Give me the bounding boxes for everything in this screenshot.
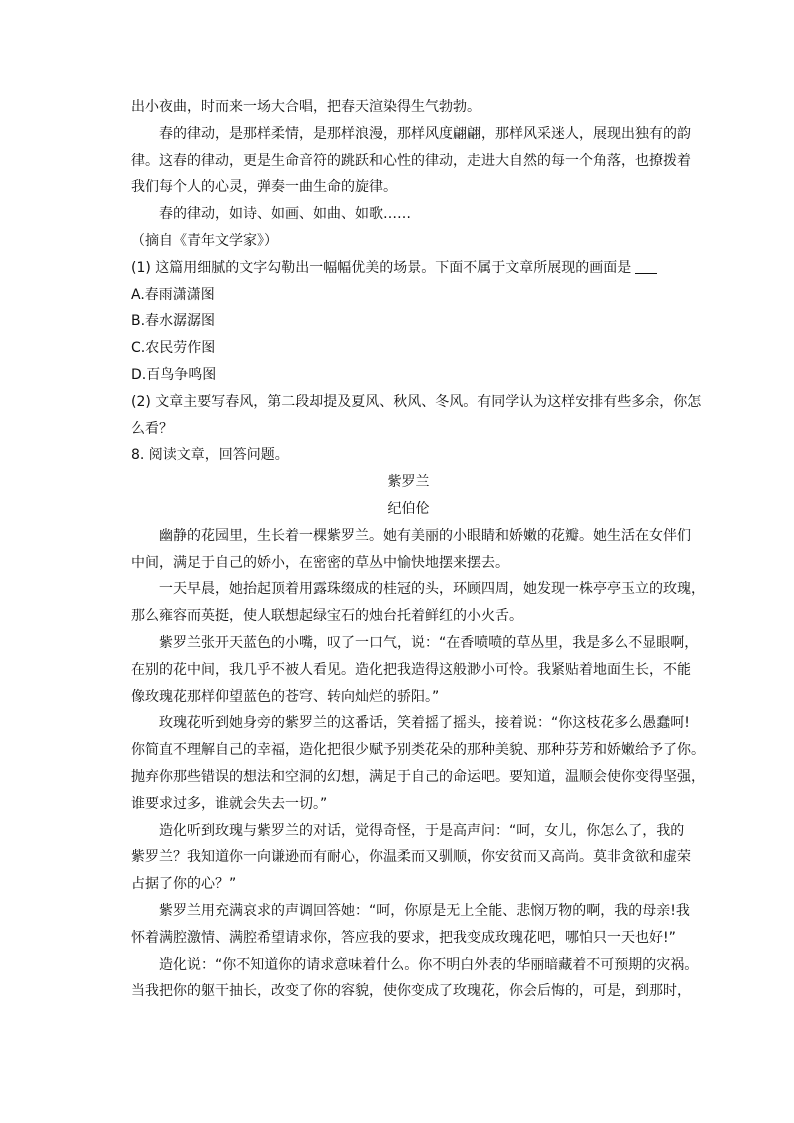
answer-option: D.百鸟争鸣图 — [131, 366, 217, 383]
article-author: 纪伯伦 — [387, 500, 430, 517]
text-line: 春的律动，是那样柔情，是那样浪漫，那样风度翩翩，那样风采迷人，展现出独有的韵 — [159, 125, 691, 142]
text-line: 当我把你的躯干抽长，改变了你的容貌，使你变成了玫瑰花，你会后悔的，可是，到那时， — [131, 983, 691, 1000]
question-text: (1) 这篇用细腻的文字勾勒出一幅幅优美的场景。下面不属于文章所展现的画面是 — [131, 255, 686, 282]
question-heading: 8. 阅读文章，回答问题。 — [131, 447, 289, 464]
answer-option: C.农民劳作图 — [131, 340, 216, 357]
text-line: 抛弃你那些错误的想法和空洞的幻想，满足于自己的命运吧。要知道，温顺会使你变得坚强， — [131, 768, 705, 785]
answer-option: A.春雨潇潇图 — [131, 286, 215, 303]
text-line: 造化说：“你不知道你的请求意味着什么。你不明白外表的华丽暗藏着不可预期的灾祸。 — [159, 956, 699, 973]
text-line: 幽静的花园里，生长着一棵紫罗兰。她有美丽的小眼睛和娇嫩的花瓣。她生活在女伴们 — [159, 527, 691, 544]
text-line: 你简直不理解自己的幸福，造化把很少赋予别类花朵的那种美貌、那种芬芳和娇嫩给予了你。 — [131, 742, 705, 759]
answer-option: B.春水潺潺图 — [131, 313, 216, 330]
text-line: 怀着满腔激情、满腔希望请求你，答应我的要求，把我变成玫瑰花吧，哪怕只一天也好!” — [131, 929, 676, 946]
text-line: 玫瑰花听到她身旁的紫罗兰的这番话，笑着摇了摇头，接着说：“你这枝花多么愚蠢呵! — [159, 715, 690, 732]
text-line: 春的律动，如诗、如画、如曲、如歌…… — [159, 206, 411, 223]
text-line: 谁要求过多，谁就会失去一切。” — [131, 795, 328, 812]
text-line: 紫罗兰用充满哀求的声调回答她：“呵，你原是无上全能、悲悯万物的啊，我的母亲!我 — [159, 902, 690, 919]
source-citation: （摘自《青年文学家》） — [131, 232, 278, 249]
text-line: 一天早晨，她抬起顶着用露珠缀成的桂冠的头，环顾四周，她发现一株亭亭玉立的玫瑰， — [159, 581, 705, 598]
answer-blank — [635, 259, 657, 274]
text-line: 中间，满足于自己的娇小，在密密的草丛中愉快地摆来摆去。 — [131, 554, 509, 571]
text-line: 在别的花中间，我几乎不被人看见。造化把我造得这般渺小可怜。我紧贴着地面生长，不能 — [131, 661, 691, 678]
text-line: 我们每个人的心灵，弹奏一曲生命的旋律。 — [131, 179, 397, 196]
text-line: 造化听到玫瑰与紫罗兰的对话，觉得奇怪，于是高声问：“呵，女儿，你怎么了，我的 — [159, 822, 685, 839]
text-line: 紫罗兰？我知道你一向谦逊而有耐心，你温柔而又驯顺，你安贫而又高尚。莫非贪欲和虚荣 — [131, 849, 691, 866]
text-line: 像玫瑰花那样仰望蓝色的苍穹、转向灿烂的骄阳。” — [131, 688, 440, 705]
question-text: (2) 文章主要写春风，第二段却提及夏风、秋风、冬风。有同学认为这样安排有些多余，你怎 — [131, 393, 702, 410]
text-line: 占据了你的心？” — [131, 876, 237, 893]
text-line: 紫罗兰张开天蓝色的小嘴，叹了一口气，说：“在香喷喷的草丛里，我是多么不显眼啊， — [159, 634, 699, 651]
document-page — [131, 94, 705, 1005]
article-title: 紫罗兰 — [387, 474, 430, 491]
question-text: 么看？ — [131, 420, 173, 437]
text-line: 那么雍容而英挺，使人联想起绿宝石的烛台托着鲜红的小火舌。 — [131, 608, 523, 625]
text-line: 律。这春的律动，更是生命音符的跳跃和心性的律动，走进大自然的每一个角落，也撩拨着 — [131, 152, 691, 169]
text-line: 出小夜曲，时而来一场大合唱，把春天渲染得生气勃勃。 — [131, 99, 481, 115]
